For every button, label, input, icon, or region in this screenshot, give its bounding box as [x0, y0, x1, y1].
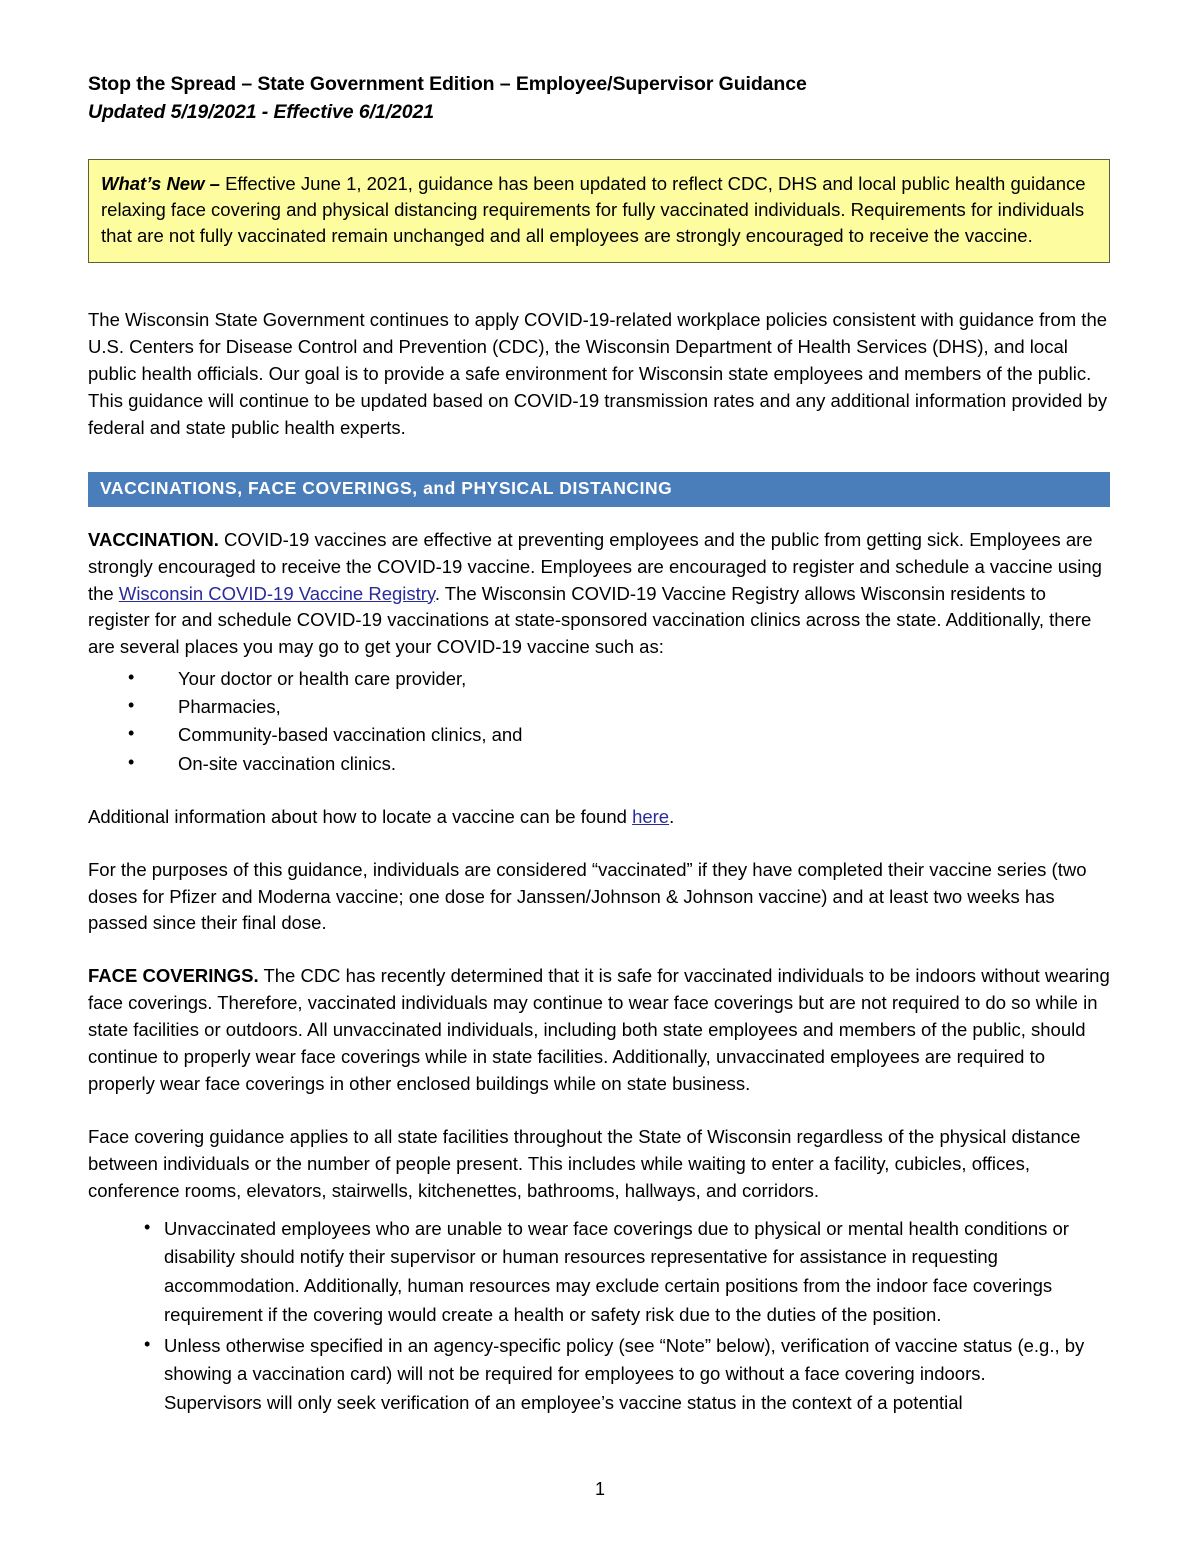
intro-paragraph: The Wisconsin State Government continues to apply COVID-19-related workplace policies consistent with guidance from the U.S. Centers for Disease Control and Prevention (CDC), the Wisconsin Department of Health Services (DHS), and local public health officials. Our goal is to provide a safe environment for Wisconsin state employees and members of the public. This guidance will continue to be updated based on COVID-19 transmission rates and any additional information provided by federal and state public health experts. [88, 309, 1108, 438]
list-item: • On-site vaccination clinics. [88, 750, 1120, 778]
face-covering-scope-paragraph: Face covering guidance applies to all state facilities throughout the State of Wisconsin regardless of the physical distance between individuals or the number of people present. This includes while waiting to enter a facility, cubicles, offices, conference rooms, elevators, stairwells, kitchenettes, bathrooms, hallways, and corridors. [88, 1125, 1081, 1201]
locate-text-after-link: . [669, 805, 675, 827]
whats-new-lead: What’s New – [101, 172, 226, 194]
vaccination-text-after-link: . The Wisconsin COVID-19 Vaccine Registry allows Wisconsin residents to register for and schedule COVID-19 vaccinations at state-sponsored vaccination clinics across the state. Additionally, there are several places you may go to get your COVID-19 vaccine such as: [88, 582, 1092, 658]
vaccine-location-list [88, 665, 1120, 777]
spacer [88, 937, 1120, 963]
whats-new-body: Effective June 1, 2021, guidance has been updated to reflect CDC, DHS and local public health guidance relaxing face covering and physical distancing requirements for fully vaccinated individuals. Requirements for individuals that are not fully vaccinated remain unchanged and all employees are strongly encouraged to receive the vaccine. [101, 172, 1086, 247]
section-header-label: VACCINATIONS, FACE COVERINGS, and PHYSICAL DISTANCING [100, 477, 673, 498]
spacer [88, 263, 1120, 283]
list-item: • Pharmacies, [88, 693, 1120, 721]
spacer [88, 778, 1120, 804]
list-item: • Community-based vaccination clinics, and [88, 721, 1120, 749]
vaccine-registry-link[interactable]: Wisconsin COVID-19 Vaccine Registry [118, 582, 435, 604]
vaccinated-definition-paragraph: For the purposes of this guidance, individuals are considered “vaccinated” if they have completed their vaccine series (two doses for Pfizer and Moderna vaccine; one dose for Janssen/Johnson & Johnson vaccine) and at least two weeks has passed since their final dose. [88, 858, 1087, 934]
list-item: • Your doctor or health care provider, [88, 665, 1120, 693]
face-coverings-body: The CDC has recently determined that it is safe for vaccinated individuals to be indoors without wearing face coverings. Therefore, vaccinated individuals may continue to wear face coverings but are not required to do so while in state facilities or outdoors. All unvaccinated individuals, including both state employees and members of the public, should continue to properly wear face coverings while in state facilities. Additionally, unvaccinated employees are required to properly wear face coverings in other enclosed buildings while on state business. [88, 965, 1110, 1094]
vaccination-paragraph [88, 527, 1110, 662]
spacer [88, 507, 1120, 527]
vaccination-heading: VACCINATION. [88, 528, 219, 550]
face-coverings-exception-list [88, 1215, 1088, 1418]
face-coverings-heading: FACE COVERINGS. [88, 965, 259, 987]
locate-vaccine-paragraph [88, 804, 1110, 831]
whats-new-callout [88, 159, 1110, 264]
locate-text-before-link: Additional information about how to locate a vaccine can be found [88, 805, 633, 827]
page-footer [0, 1479, 1200, 1500]
list-item: • Unvaccinated employees who are unable to wear face coverings due to physical or mental health conditions or disability should notify their supervisor or human resources representative for assistance in requesting accommodation. Additionally, human resources may exclude certain positions from the indoor face coverings requirement if the covering would create a health or safety risk due to the duties of the position. [88, 1215, 1088, 1330]
here-link[interactable]: here [632, 805, 670, 827]
page-number: 1 [594, 1479, 605, 1499]
whats-new-text [101, 171, 1095, 250]
list-item: • Unless otherwise specified in an agency-specific policy (see “Note” below), verification of vaccine status (e.g., by showing a vaccination card) will not be required for employees to go without a face covering indoors. Supervisors will only seek verification of an employee’s vaccine status in the context of a potential [88, 1332, 1088, 1418]
spacer [88, 1098, 1120, 1124]
section-header-bar [88, 472, 1110, 507]
page-title: Stop the Spread – State Government Edition – Employee/Supervisor Guidance [88, 73, 807, 95]
page-subtitle: Updated 5/19/2021 - Effective 6/1/2021 [88, 101, 434, 124]
vaccination-text-before-link: COVID-19 vaccines are effective at preventing employees and the public from getting sick. Employees are strongly encouraged to receive the COVID-19 vaccine. Employees are encouraged to register and schedule a vaccine using the [88, 528, 1102, 604]
face-coverings-paragraph [88, 963, 1110, 1098]
spacer [88, 831, 1120, 857]
